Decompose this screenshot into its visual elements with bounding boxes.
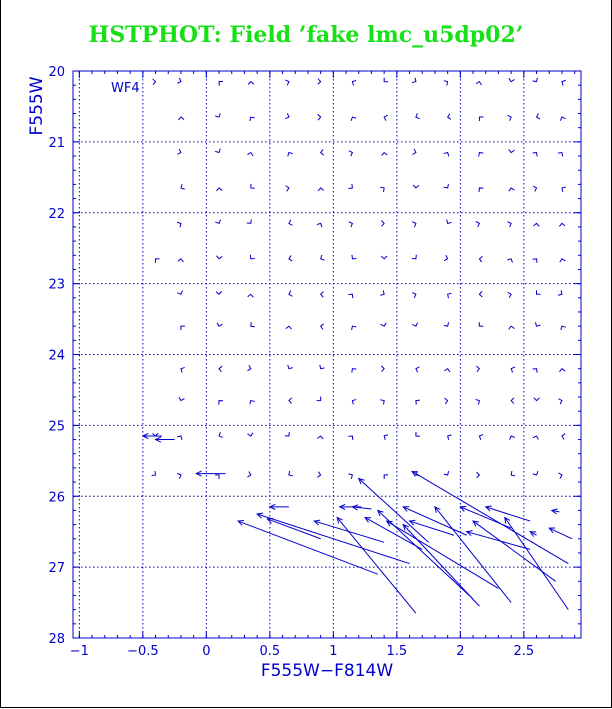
- x-tick-label: 0.5: [259, 644, 281, 659]
- offset-vectors: [143, 433, 572, 613]
- star-chevron: [562, 187, 566, 192]
- star-chevron: [381, 256, 387, 259]
- star-chevron: [215, 113, 220, 117]
- star-chevron: [181, 184, 185, 189]
- offset-vector: [549, 528, 572, 539]
- star-chevron: [348, 184, 352, 189]
- star-chevron: [509, 78, 515, 81]
- star-chevron: [288, 365, 293, 369]
- y-tick-label: 23: [48, 277, 65, 293]
- star-chevron: [479, 291, 482, 297]
- y-tick-label: 27: [48, 561, 65, 577]
- offset-vector: [238, 521, 378, 574]
- star-chevron: [444, 81, 448, 86]
- star-chevron: [352, 369, 357, 373]
- star-chevron: [286, 186, 289, 192]
- star-chevron: [247, 433, 253, 436]
- star-chevron: [476, 82, 482, 85]
- star-chevron: [412, 293, 416, 298]
- star-chevron: [179, 397, 185, 400]
- star-chevron: [352, 326, 357, 330]
- star-chevron: [321, 149, 324, 155]
- star-chevron: [181, 326, 185, 330]
- y-tick-label: 26: [48, 490, 65, 506]
- star-chevron: [321, 255, 325, 260]
- star-chevron: [509, 188, 515, 191]
- star-chevron: [177, 436, 182, 440]
- star-chevron: [558, 290, 562, 295]
- star-chevron: [560, 259, 566, 262]
- star-chevron: [416, 400, 420, 404]
- star-chevron: [533, 153, 538, 157]
- star-chevron: [349, 222, 353, 227]
- star-chevron: [476, 366, 479, 372]
- star-chevron: [507, 259, 512, 263]
- star-chevron: [448, 435, 452, 440]
- star-chevron: [533, 223, 539, 226]
- star-chevron: [321, 292, 324, 298]
- star-chevron: [558, 153, 563, 157]
- star-chevron: [559, 369, 565, 372]
- star-chevron: [479, 435, 483, 440]
- star-chevron: [444, 184, 449, 188]
- star-chevron: [215, 149, 220, 153]
- star-chevron: [384, 475, 388, 479]
- star-chevron: [533, 369, 538, 373]
- star-chevron: [317, 436, 323, 439]
- star-chevron: [247, 365, 250, 371]
- star-chevron: [479, 188, 483, 192]
- star-chevron: [320, 365, 325, 369]
- star-chevron: [352, 400, 356, 405]
- star-chevron: [508, 115, 512, 120]
- star-chevron: [289, 471, 293, 476]
- x-tick-label: 2: [456, 644, 465, 659]
- axis-ticks: [48, 65, 581, 659]
- star-chevron: [509, 149, 515, 152]
- x-axis-label: F555W−F814W: [260, 661, 394, 681]
- star-chevron: [384, 78, 388, 82]
- star-chevron: [381, 323, 387, 326]
- offset-vector: [378, 510, 473, 599]
- star-chevron: [217, 323, 223, 326]
- star-chevron: [250, 401, 255, 405]
- star-chevron: [533, 259, 537, 263]
- star-chevron: [251, 322, 255, 327]
- y-tick-label: 28: [48, 632, 65, 647]
- x-tick-label: 0: [202, 644, 211, 659]
- star-chevron: [317, 223, 322, 227]
- star-chevron: [476, 221, 480, 226]
- y-tick-label: 20: [48, 65, 65, 80]
- star-chevron: [219, 366, 222, 372]
- star-chevron: [352, 255, 356, 259]
- star-chevron: [477, 472, 480, 478]
- star-chevron: [511, 471, 515, 476]
- star-chevron: [537, 114, 540, 120]
- star-chevron: [412, 255, 416, 259]
- star-chevron: [507, 222, 511, 227]
- offset-vector: [460, 507, 511, 528]
- star-chevron: [559, 473, 562, 479]
- star-chevron: [152, 471, 156, 476]
- star-chevron: [177, 473, 181, 478]
- star-chevron: [219, 81, 223, 85]
- star-chevron: [177, 222, 181, 227]
- x-tick-label: 2.5: [513, 644, 535, 659]
- star-chevron: [352, 80, 356, 85]
- star-chevron: [533, 78, 538, 82]
- star-chevron: [178, 117, 184, 120]
- star-chevron: [381, 221, 384, 227]
- star-chevron: [511, 398, 514, 404]
- star-chevron: [534, 398, 540, 401]
- star-chevron: [215, 475, 219, 479]
- star-chevron: [444, 153, 449, 157]
- star-chevron: [558, 399, 562, 404]
- star-chevron: [562, 434, 565, 440]
- offset-vector: [473, 521, 556, 581]
- star-chevron: [416, 367, 420, 372]
- star-chevron: [479, 256, 482, 262]
- x-tick-label: −0.5: [127, 644, 159, 659]
- star-chevron: [250, 255, 254, 259]
- star-chevron: [178, 259, 184, 262]
- star-chevron: [559, 223, 565, 226]
- x-tick-label: −1: [69, 644, 89, 659]
- star-chevron: [289, 220, 292, 226]
- star-chevron: [508, 292, 511, 298]
- star-chevron: [384, 115, 388, 120]
- star-chevron: [479, 322, 483, 326]
- star-chevron: [562, 80, 566, 85]
- star-chevron: [380, 290, 384, 295]
- star-chevron: [318, 114, 321, 120]
- star-chevron: [285, 432, 289, 436]
- star-chevron: [289, 398, 292, 404]
- star-chevron: [476, 400, 480, 405]
- star-chevron: [317, 397, 321, 401]
- star-chevron: [177, 291, 182, 295]
- star-chevron: [444, 398, 447, 404]
- star-chevron: [444, 471, 449, 475]
- offset-vector: [359, 479, 429, 543]
- star-chevron: [318, 79, 321, 85]
- star-chevron: [413, 185, 419, 188]
- star-chevron: [289, 255, 292, 261]
- star-chevron: [181, 368, 185, 373]
- star-chevron: [215, 220, 220, 224]
- star-chevron: [509, 326, 515, 329]
- star-chevron: [412, 78, 416, 83]
- star-chevrons: [152, 78, 566, 479]
- star-chevron: [447, 220, 452, 224]
- star-chevron: [216, 291, 222, 294]
- star-chevron: [412, 149, 416, 154]
- chip-label: WF4: [111, 81, 140, 96]
- star-chevron: [153, 79, 156, 85]
- star-chevron: [533, 471, 538, 475]
- x-tick-label: 1: [329, 644, 338, 659]
- y-tick-label: 22: [48, 206, 65, 222]
- star-chevron: [251, 184, 255, 188]
- star-chevron: [382, 153, 388, 156]
- star-chevron: [289, 291, 292, 297]
- star-chevron: [177, 78, 181, 83]
- star-chevron: [561, 326, 566, 330]
- y-tick-label: 21: [48, 135, 65, 151]
- star-chevron: [247, 472, 250, 478]
- star-chevron: [412, 222, 416, 227]
- grid: [73, 71, 581, 638]
- star-chevron: [219, 401, 223, 405]
- star-chevron: [444, 255, 448, 260]
- star-chevron: [321, 324, 324, 330]
- star-chevron: [535, 322, 540, 326]
- star-chevron: [219, 432, 223, 437]
- star-chevron: [533, 186, 537, 191]
- star-chevron: [286, 326, 292, 329]
- offset-vector: [412, 471, 568, 563]
- star-chevron: [348, 294, 352, 298]
- star-chevron: [533, 436, 538, 440]
- star-chevron: [318, 188, 324, 191]
- star-chevron: [448, 293, 452, 298]
- star-chevron: [285, 80, 289, 85]
- star-chevron: [448, 114, 451, 120]
- star-chevron: [416, 113, 420, 118]
- star-chevron: [348, 436, 352, 440]
- star-chevron: [288, 153, 293, 157]
- chart-title: HSTPHOT: Field ’fake lmc_u5dp02’: [88, 22, 524, 48]
- star-chevron: [384, 435, 388, 440]
- x-tick-label: 1.5: [386, 644, 408, 659]
- star-chevron: [248, 294, 254, 297]
- star-chevron: [250, 117, 255, 121]
- star-chevron: [380, 400, 384, 405]
- star-chevron: [444, 322, 449, 326]
- offset-vector: [403, 525, 479, 607]
- star-chevron: [479, 153, 484, 157]
- star-chevron: [285, 113, 289, 118]
- star-chevron: [155, 259, 159, 263]
- star-chevron: [177, 149, 181, 154]
- star-chevron: [444, 369, 450, 372]
- star-chevron: [479, 117, 483, 121]
- star-chevron: [536, 290, 540, 294]
- star-chevron: [349, 474, 353, 479]
- star-chevron: [560, 117, 565, 121]
- star-chevron: [416, 432, 420, 436]
- star-chevron: [247, 153, 253, 156]
- star-chevron: [510, 436, 515, 440]
- star-chevron: [381, 366, 384, 372]
- star-chevron: [317, 472, 320, 478]
- star-chevron: [412, 323, 417, 327]
- star-chevron: [380, 187, 384, 192]
- star-chevron: [216, 256, 222, 259]
- y-tick-label: 25: [48, 419, 65, 435]
- star-chevron: [248, 82, 254, 85]
- star-chevron: [216, 188, 222, 191]
- y-axis-label: F555W: [27, 76, 47, 136]
- offset-vector: [505, 518, 569, 610]
- star-chevron: [511, 367, 515, 372]
- star-chevron: [351, 117, 356, 121]
- y-tick-label: 24: [48, 348, 65, 364]
- offset-vector: [267, 519, 320, 539]
- star-chevron: [247, 219, 252, 223]
- star-chevron: [349, 151, 353, 156]
